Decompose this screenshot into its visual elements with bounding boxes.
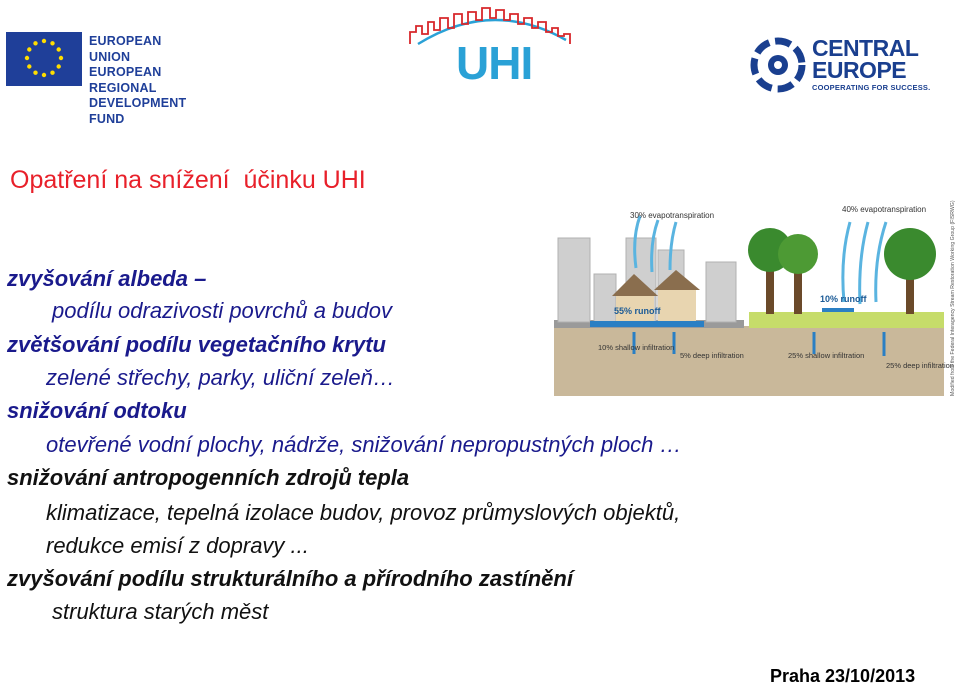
runoff-diagram — [554, 178, 960, 400]
item-albedo: zvyšování albeda – — [7, 266, 207, 291]
item-heat-sub1: klimatizace, tepelná izolace budov, provoz průmyslových objektů, — [46, 500, 681, 525]
item-vegetation: zvětšování podílu vegetačního krytu — [7, 332, 386, 357]
urban-evapo-label: 30% evapotranspiration — [630, 211, 715, 220]
eu-line2: EUROPEAN REGIONAL — [89, 65, 162, 95]
natural-runoff-label: 10% runoff — [820, 294, 867, 304]
item-shading: zvyšování podílu strukturálního a přírodního zastínění — [7, 566, 573, 591]
natural-evapo-label: 40% evapotranspiration — [842, 205, 927, 214]
urban-shallow-label: 10% shallow infiltration — [598, 343, 675, 352]
urban-deep-label: 5% deep infiltration — [680, 351, 744, 360]
urban-runoff-label: 55% runoff — [614, 306, 661, 316]
item-shading-sub: struktura starých měst — [52, 599, 269, 624]
item-runoff-sub: otevřené vodní plochy, nádrže, snižování nepropustných ploch … — [46, 432, 682, 457]
eu-flag-icon — [6, 32, 82, 86]
uhi-logo — [408, 0, 576, 90]
central-europe-emblem-icon — [748, 36, 808, 94]
ce-line2: EUROPE — [812, 57, 907, 83]
item-heat: snižování antropogenních zdrojů tepla — [7, 465, 410, 490]
footer-date: Praha 23/10/2013 — [770, 666, 916, 686]
grass-surface — [749, 312, 944, 328]
eu-logo — [3, 32, 203, 126]
eu-line3: DEVELOPMENT FUND — [89, 96, 187, 126]
ce-tagline: COOPERATING FOR SUCCESS. — [812, 83, 931, 92]
item-heat-sub2: redukce emisí z dopravy ... — [46, 533, 309, 558]
item-albedo-sub: podílu odrazivosti povrchů a budov — [52, 298, 392, 323]
eu-line1: EUROPEAN UNION — [89, 34, 162, 64]
item-runoff: snižování odtoku — [7, 398, 187, 423]
house2 — [658, 290, 696, 322]
diagram-credit: Modified from the Federal Interagency Stream Restoration Working Group (FISRWG) — [950, 200, 956, 396]
eu-logo-text — [89, 34, 203, 127]
item-vegetation-sub: zelené střechy, parky, uliční zeleň… — [46, 365, 395, 390]
uhi-logo-text: UHI — [456, 37, 533, 89]
central-europe-logo — [748, 36, 958, 96]
natural-shallow-label: 25% shallow infiltration — [788, 351, 865, 360]
slide-title: Opatření na snížení účinku UHI — [10, 166, 366, 194]
natural-deep-label: 25% deep infiltration — [886, 361, 954, 370]
ce-line1: CENTRAL — [812, 35, 919, 61]
